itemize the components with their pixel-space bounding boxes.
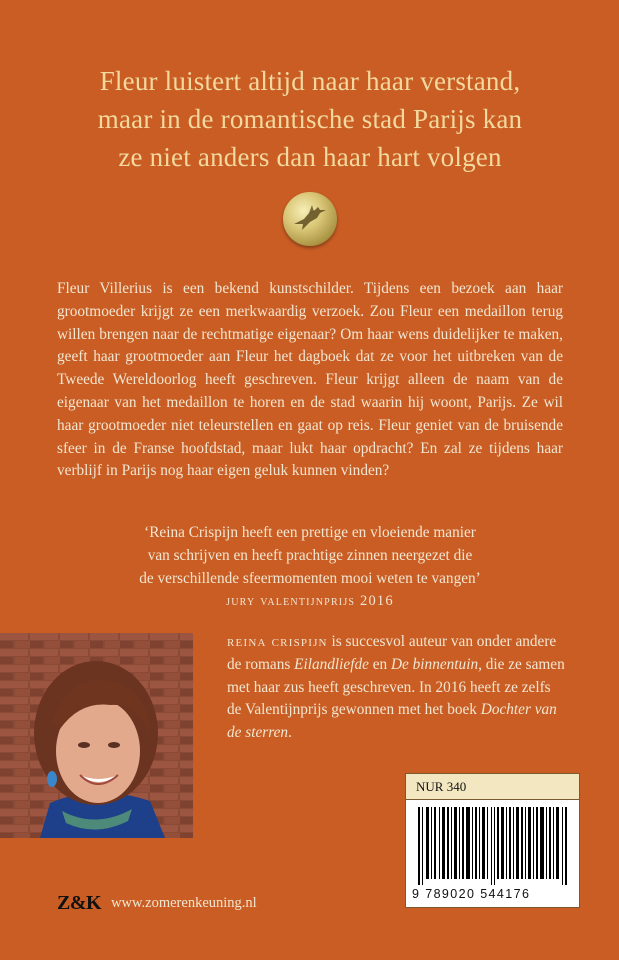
bio-text-2: en (368, 655, 391, 673)
book-title-dochter: Dochter van de sterren (227, 701, 557, 742)
quote-source: jury valentijnprijs 2016 (226, 593, 394, 610)
quote-line-3: de verschillende sfeermomenten mooi weten te vangen’ (139, 569, 481, 587)
publisher-url[interactable]: www.zomerenkeuning.nl (111, 895, 257, 911)
publisher (57, 892, 257, 915)
tagline (40, 62, 580, 176)
author-photo (0, 633, 193, 838)
barcode-panel (405, 773, 580, 908)
bio-text-1: is succesvol auteur van onder andere de romans (227, 633, 557, 673)
book-title-binnentuin: De binnentuin (391, 655, 479, 673)
nur-code: NUR 340 (406, 774, 579, 800)
barcode-icon (418, 807, 570, 885)
publisher-logo: Z&K (57, 892, 102, 914)
quote-line-2: van schrijven en heeft prachtige zinnen neergezet die (147, 546, 473, 564)
synopsis (57, 278, 563, 483)
book-title-eilandliefde: Eilandliefde (294, 655, 369, 673)
isbn-number: 9 789020 544176 (412, 887, 531, 901)
bio-text-3: , die ze samen met haar zus heeft geschreven. In 2016 heeft ze zelfs de Valentijnprijs gewonnen met het boek (227, 655, 565, 719)
synopsis-text: Fleur Villerius is een bekend kunstschilder. Tijdens een bezoek aan haar grootmoeder krijgt ze een merkwaardig verzoek. Zou Fleur een medaillon terug willen brengen naar de rechtmatige eigenaar? Om haar wens duidelijker te maken, geeft haar grootmoeder aan Fleur het dagboek dat ze voor het uitbreken van de Tweede Wereldoorlog heeft geschreven. Fleur krijgt alleen de naam van de eigenaar van het medaillon te horen en de stad waarin hij woont, Parijs. Ze wil haar grootmoeder niet teleurstellen en gaat op reis. Fleur geniet van de bruisende sfeer in de Franse hoofdstad, maar lukt haar opdracht? En zal ze tijdens haar verblijf in Parijs nog haar eigen geluk kunnen vinden? (57, 280, 563, 480)
review-quote (60, 522, 560, 613)
quote-line-1: ‘Reina Crispijn heeft een prettige en vloeiende manier (144, 524, 476, 541)
author-name: reina crispijn (227, 633, 328, 650)
hummingbird-medallion-icon (283, 192, 337, 246)
tagline-line-2: maar in de romantische stad Parijs kan (97, 104, 523, 134)
tagline-line-3: ze niet anders dan haar hart volgen (118, 142, 502, 172)
author-bio (227, 631, 567, 745)
tagline-line-1: Fleur luistert altijd naar haar verstand, (99, 66, 521, 96)
bio-text-4: . (288, 724, 292, 742)
